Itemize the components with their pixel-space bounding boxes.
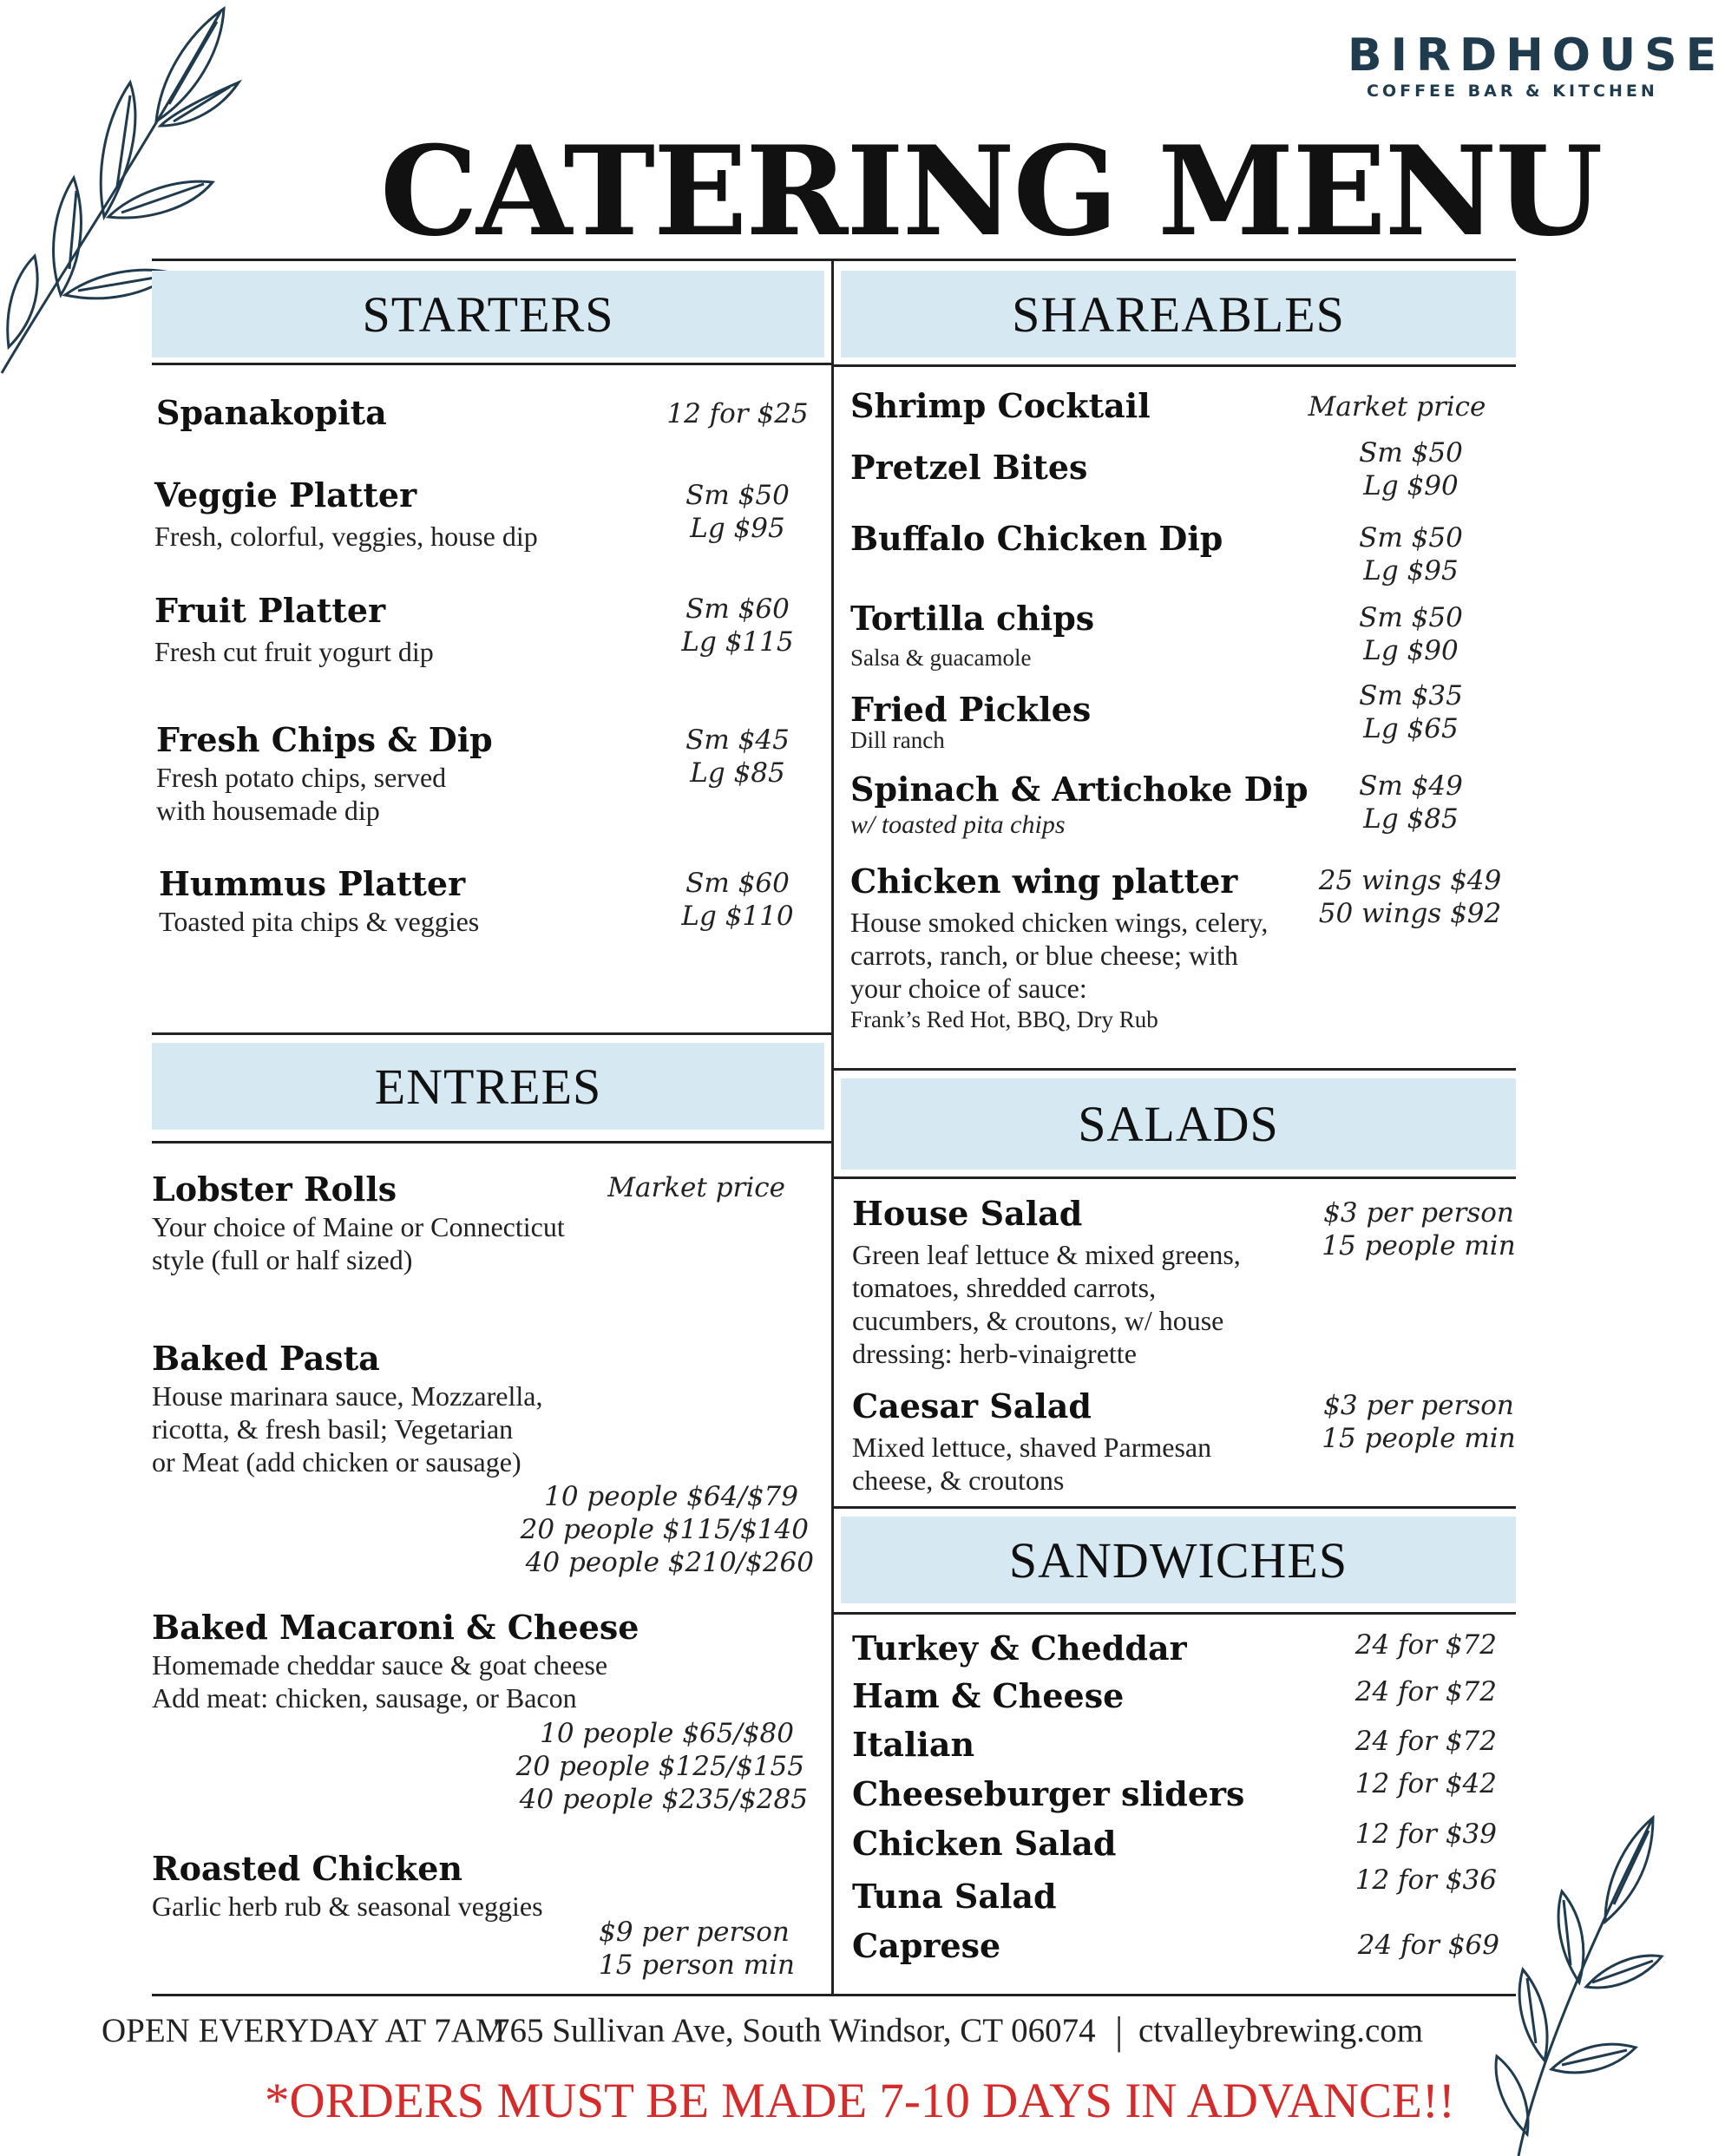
footer-separator: |: [1115, 2009, 1124, 2053]
starters-header: [152, 271, 824, 357]
entrees-item-name: Lobster Rolls: [152, 1170, 397, 1209]
shareables-item-name: Shrimp Cocktail: [850, 386, 1151, 425]
shareables-item-price: 25 wings $49: [1318, 865, 1502, 896]
starters-item-desc: Fresh, colorful, veggies, house dip: [154, 521, 538, 552]
salads-header: [841, 1078, 1516, 1170]
entrees-item-price: 20 people $125/$155: [515, 1751, 804, 1782]
shareables-item-price: Sm $35: [1359, 680, 1463, 711]
entrees-item-desc: Garlic herb rub & seasonal veggies: [152, 1891, 543, 1922]
center-divider: [831, 259, 834, 1994]
sandwiches-heading: SANDWICHES: [1008, 1531, 1348, 1589]
order-notice: *ORDERS MUST BE MADE 7-10 DAYS IN ADVANCE!!: [265, 2074, 1455, 2128]
entrees-top-rule: [152, 1032, 834, 1035]
entrees-heading: ENTREES: [374, 1058, 602, 1115]
sandwiches-header: [841, 1517, 1516, 1603]
shareables-item-name: Chicken wing platter: [850, 862, 1238, 901]
brand-logo-name: BIRDHOUSE: [1348, 29, 1725, 82]
salads-rule: [831, 1176, 1516, 1179]
page-title: CATERING MENU: [380, 120, 1602, 264]
entrees-item-price: 20 people $115/$140: [520, 1514, 809, 1545]
sandwiches-item-name: Tuna Salad: [852, 1877, 1057, 1916]
footer-website: ctvalleybrewing.com: [1138, 2012, 1424, 2049]
shareables-item-price: Market price: [1308, 391, 1486, 423]
starters-item-price: Lg $85: [690, 757, 785, 789]
shareables-item-name: Fried Pickles: [850, 690, 1092, 729]
shareables-rule: [831, 364, 1516, 367]
salads-heading: SALADS: [1078, 1096, 1279, 1152]
salads-item-price: $3 per person: [1323, 1197, 1514, 1229]
sandwiches-rule: [831, 1612, 1516, 1615]
footer-address: 765 Sullivan Ave, South Windsor, CT 06074: [493, 2012, 1096, 2049]
sandwiches-item-name: Cheeseburger sliders: [852, 1774, 1245, 1813]
starters-item-price: Sm $60: [685, 593, 790, 625]
sandwiches-item-price: 12 for $39: [1354, 1819, 1497, 1850]
salads-item-desc: Mixed lettuce, shaved Parmesan: [852, 1432, 1212, 1463]
starters-item-desc: with housemade dip: [156, 795, 380, 826]
entrees-item-price: 10 people $64/$79: [544, 1481, 798, 1512]
sandwiches-item-price: 12 for $36: [1354, 1864, 1497, 1896]
starters-item-desc: Toasted pita chips & veggies: [159, 906, 480, 937]
starters-item-price: Lg $95: [690, 513, 785, 544]
shareables-item-name: Pretzel Bites: [850, 448, 1088, 487]
entrees-item-desc: Homemade cheddar sauce & goat cheese: [152, 1649, 608, 1681]
shareables-item-name: Buffalo Chicken Dip: [850, 519, 1223, 558]
sandwiches-item-price: 24 for $72: [1354, 1629, 1497, 1661]
salads-item-desc: tomatoes, shredded carrots,: [852, 1272, 1157, 1303]
salads-item-price: 15 people min: [1322, 1423, 1516, 1454]
starters-item-name: Hummus Platter: [159, 864, 466, 903]
starters-item-price: Sm $60: [685, 868, 790, 899]
shareables-item-desc: w/ toasted pita chips: [850, 810, 1066, 839]
shareables-item-desc: House smoked chicken wings, celery,: [850, 907, 1269, 938]
sandwiches-top-rule: [831, 1506, 1516, 1509]
entrees-item-desc: Your choice of Maine or Connecticut: [152, 1211, 565, 1242]
starters-heading: STARTERS: [362, 285, 614, 343]
shareables-item-price: Lg $90: [1363, 470, 1459, 501]
shareables-item-note: Frank’s Red Hot, BBQ, Dry Rub: [850, 1006, 1158, 1032]
entrees-item-name: Baked Pasta: [152, 1339, 380, 1378]
sandwiches-item-price: 12 for $42: [1354, 1768, 1497, 1799]
sandwiches-item-price: 24 for $72: [1354, 1676, 1497, 1707]
entrees-item-desc: style (full or half sized): [152, 1244, 413, 1275]
bottom-rule: [152, 1994, 1516, 1996]
sandwiches-item-price: 24 for $69: [1357, 1930, 1499, 1961]
entrees-item-name: Roasted Chicken: [152, 1849, 463, 1888]
salads-item-name: Caesar Salad: [852, 1386, 1092, 1425]
brand-tagline: COFFEE BAR & KITCHEN: [1367, 82, 1658, 101]
entrees-item-price: 40 people $210/$260: [525, 1547, 814, 1578]
shareables-item-price: Sm $49: [1359, 770, 1463, 802]
entrees-header: [152, 1043, 824, 1130]
top-rule: [152, 259, 1516, 261]
leaf-sprig-bottom-right-icon: [1484, 1809, 1666, 2156]
salads-item-desc: cucumbers, & croutons, w/ house: [852, 1305, 1224, 1336]
starters-item-desc: Fresh cut fruit yogurt dip: [154, 636, 434, 667]
starters-item-price: 12 for $25: [666, 398, 809, 429]
shareables-item-name: Tortilla chips: [850, 599, 1095, 638]
entrees-item-desc: Add meat: chicken, sausage, or Bacon: [152, 1682, 577, 1714]
entrees-item-price: Market price: [607, 1172, 785, 1203]
shareables-item-price: 50 wings $92: [1318, 898, 1502, 929]
shareables-item-price: Lg $90: [1363, 635, 1459, 666]
shareables-item-desc: Salsa & guacamole: [850, 645, 1032, 671]
starters-item-name: Fruit Platter: [154, 591, 386, 630]
starters-item-price: Lg $110: [681, 901, 794, 932]
starters-item-price: Sm $50: [685, 480, 790, 511]
shareables-item-price: Lg $85: [1363, 803, 1459, 835]
shareables-item-desc: your choice of sauce:: [850, 973, 1087, 1004]
entrees-item-desc: ricotta, & fresh basil; Vegetarian: [152, 1413, 514, 1445]
footer-hours: OPEN EVERYDAY AT 7AM: [102, 2012, 506, 2049]
sandwiches-item-name: Italian: [852, 1725, 975, 1764]
shareables-item-desc: Dill ranch: [850, 727, 945, 753]
salads-item-price: $3 per person: [1323, 1390, 1514, 1421]
entrees-item-desc: or Meat (add chicken or sausage): [152, 1446, 521, 1478]
shareables-item-price: Lg $65: [1363, 713, 1459, 744]
entrees-rule: [152, 1141, 834, 1144]
shareables-item-price: Sm $50: [1359, 437, 1463, 469]
shareables-header: [841, 271, 1516, 357]
shareables-item-name: Spinach & Artichoke Dip: [850, 770, 1309, 809]
entrees-item-desc: House marinara sauce, Mozzarella,: [152, 1380, 543, 1412]
starters-item-name: Veggie Platter: [154, 475, 417, 514]
salads-item-desc: Green leaf lettuce & mixed greens,: [852, 1239, 1241, 1270]
shareables-item-price: Sm $50: [1359, 602, 1463, 633]
sandwiches-item-name: Turkey & Cheddar: [852, 1628, 1187, 1668]
salads-item-desc: cheese, & croutons: [852, 1465, 1065, 1496]
shareables-item-desc: carrots, ranch, or blue cheese; with: [850, 940, 1238, 971]
shareables-item-price: Lg $95: [1363, 555, 1459, 587]
starters-item-name: Fresh Chips & Dip: [156, 720, 493, 759]
starters-item-name: Spanakopita: [156, 393, 387, 432]
entrees-item-name: Baked Macaroni & Cheese: [152, 1608, 639, 1647]
entrees-item-price: 15 person min: [599, 1950, 795, 1981]
starters-item-price: Sm $45: [685, 724, 790, 756]
sandwiches-item-name: Chicken Salad: [852, 1824, 1117, 1863]
sandwiches-item-name: Caprese: [852, 1926, 1001, 1965]
sandwiches-item-name: Ham & Cheese: [852, 1676, 1125, 1715]
entrees-item-price: 40 people $235/$285: [519, 1784, 808, 1815]
salads-item-desc: dressing: herb-vinaigrette: [852, 1338, 1137, 1369]
shareables-item-price: Sm $50: [1359, 522, 1463, 554]
salads-item-name: House Salad: [852, 1194, 1083, 1233]
salads-item-price: 15 people min: [1322, 1230, 1516, 1261]
starters-item-desc: Fresh potato chips, served: [156, 762, 447, 793]
sandwiches-item-price: 24 for $72: [1354, 1726, 1497, 1757]
salads-top-rule: [831, 1068, 1516, 1071]
entrees-item-price: 10 people $65/$80: [540, 1718, 794, 1749]
entrees-item-price: $9 per person: [599, 1917, 790, 1948]
starters-item-price: Lg $115: [681, 626, 794, 658]
shareables-heading: SHAREABLES: [1012, 285, 1345, 343]
starters-rule: [152, 363, 834, 365]
